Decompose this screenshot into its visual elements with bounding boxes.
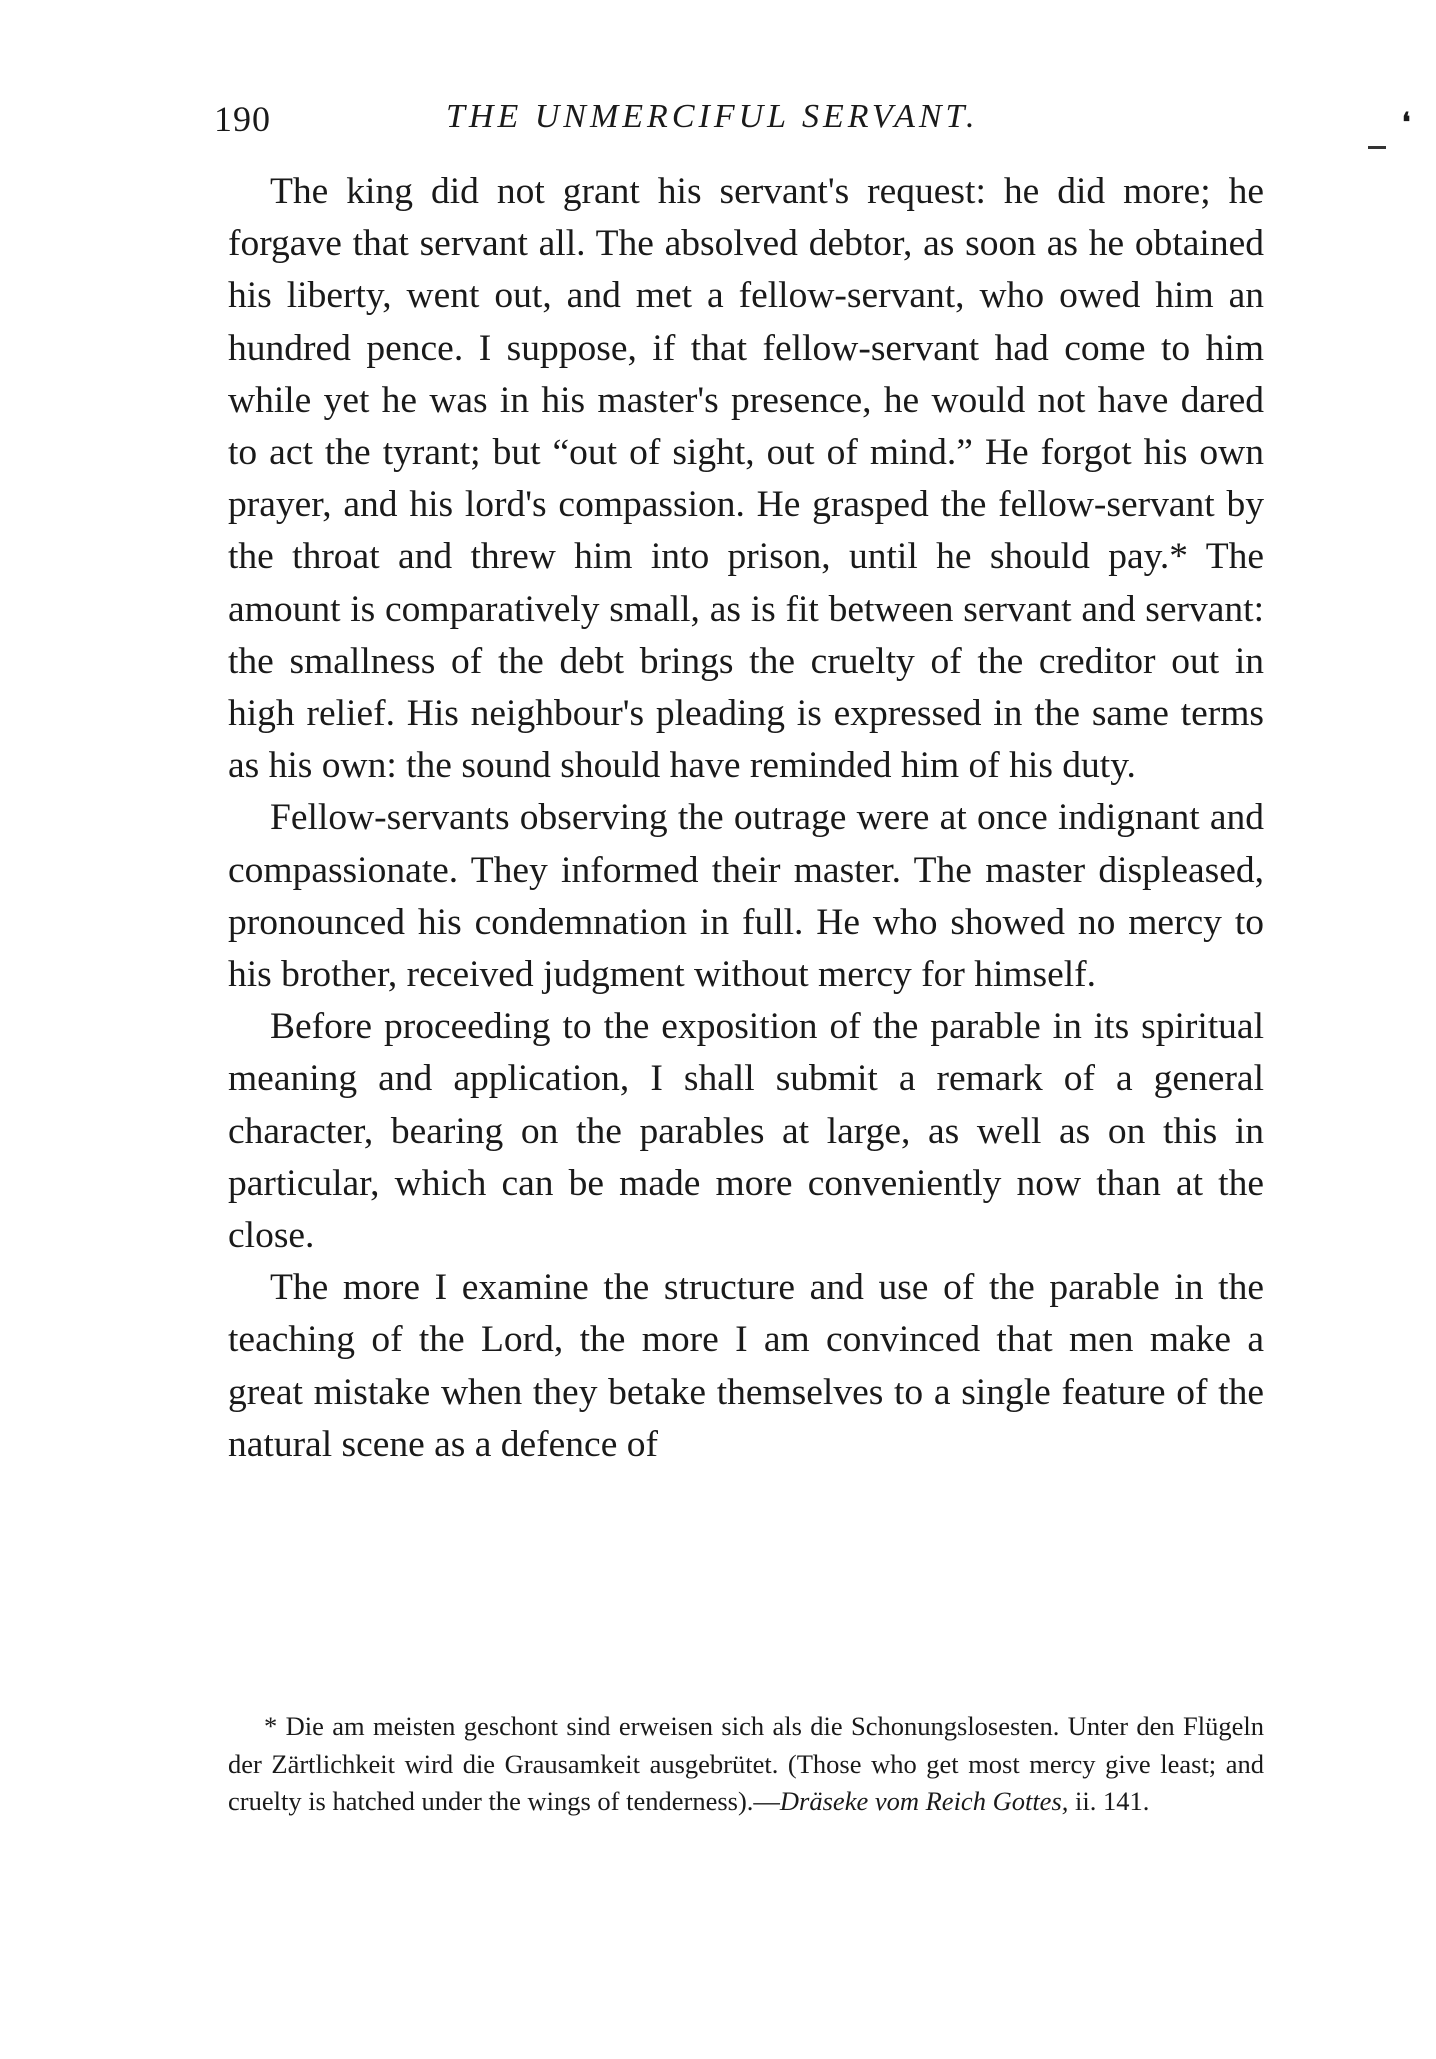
paragraph-2: Fellow-servants observing the outrage were at once indignant and compassionate. They informed their master. The master displeased, pronounced his condemnation in full. He who showed no mercy to his brother, received judgment without mercy for himself. [228,797,1264,996]
margin-mark-icon: ❛ [1402,108,1411,137]
footnote [228,1708,1264,1821]
running-title: THE UNMERCIFUL SERVANT. [446,98,979,135]
footnote-citation: Dräseke vom Reich Gottes, [779,1786,1069,1816]
footnote-text: * Die am meisten geschont sind erweisen sich als die Schonungslosesten. Unter den Flügeln der Zärtlichkeit wird die Grausamkeit ausgebrütet. (Those who get most mercy give least; and cruelty is hatched under the wings of tenderness).— [228,1711,1264,1816]
page-header [214,98,1274,148]
paragraph-3: Before proceeding to the exposition of the parable in its spiritual meaning and application, I shall submit a remark of a general character, bearing on the parables at large, as well as on this in particular, which can be made more conveniently now than at the close. [228,1006,1264,1257]
paragraph-4: The more I examine the structure and use of the parable in the teaching of the Lord, the more I am convinced that men make a great mistake when they betake themselves to a single feature of the natural scene as a defence of [228,1267,1264,1465]
margin-dash [1368,146,1386,149]
page-number: 190 [214,99,271,139]
paragraph-1: The king did not grant his servant's request: he did more; he forgave that servant all. The absolved debtor, as soon as he obtained his liberty, went out, and met a fellow-servant, who owed him an hundred pence. I suppose, if that fellow-servant had come to him while yet he was in his master's presence, he would not have dared to act the tyrant; but “out of sight, out of mind.” He forgot his own prayer, and his lord's compassion. He grasped the fellow-servant by the throat and threw him into prison, until he should pay.* The amount is comparatively small, as is fit between servant and servant: the smallness of the debt brings the cruelty of the creditor out in high relief. His neighbour's pleading is expressed in the same terms as his own: the sound should have reminded him of his duty. [228,171,1264,787]
body-text [228,166,1264,1471]
footnote-citation-tail: ii. 141. [1068,1786,1150,1816]
